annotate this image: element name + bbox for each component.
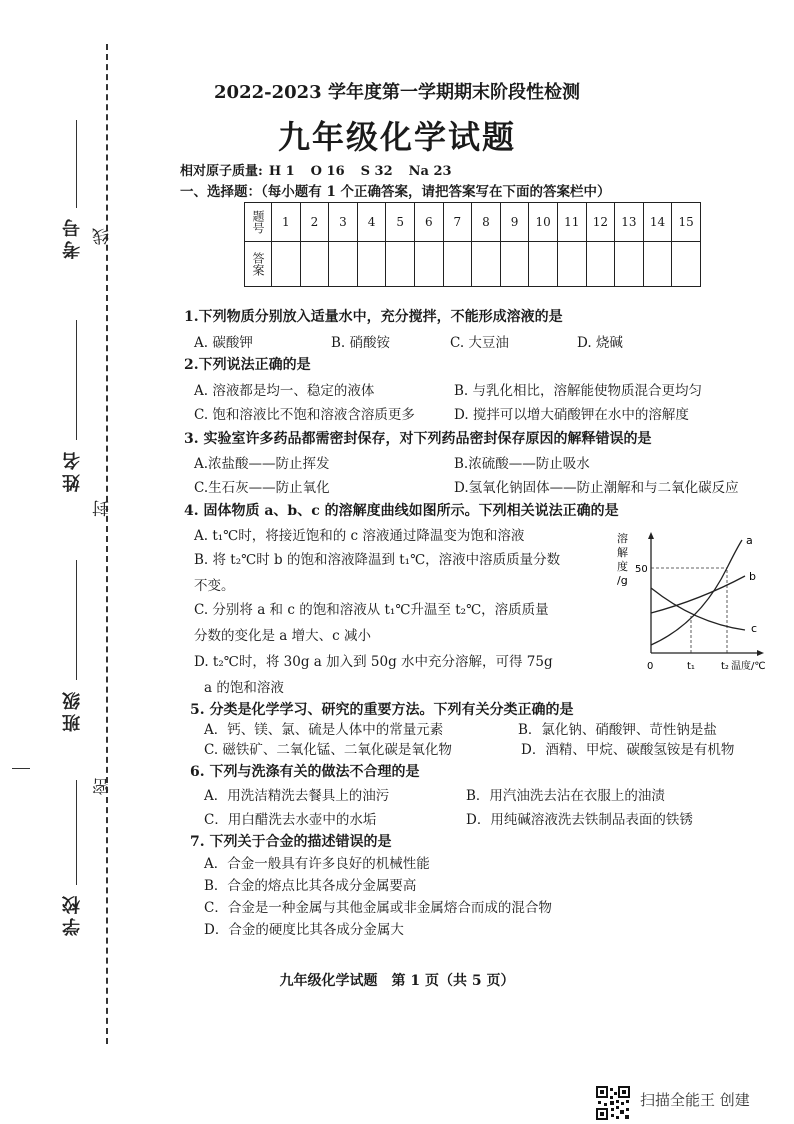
q4-option-d-line2: a 的饱和溶液: [204, 680, 284, 696]
answer-cell[interactable]: [643, 242, 672, 287]
chart-origin: 0: [647, 661, 654, 672]
q1-stem: 1.下列物质分别放入适量水中，充分搅拌，不能形成溶液的是: [184, 309, 563, 325]
question-number: 11: [557, 203, 586, 242]
exam-title: 九年级化学试题: [277, 118, 516, 156]
q7-option-d: D．合金的硬度比其各成分金属大: [204, 922, 404, 938]
question-number: 6: [414, 203, 443, 242]
mass-o: O 16: [310, 164, 345, 179]
exam-subtitle: 2022-2023 学年度第一学期期末阶段性检测: [214, 82, 580, 103]
answer-cell[interactable]: [586, 242, 615, 287]
q6-option-a: A．用洗洁精洗去餐具上的油污: [204, 788, 390, 804]
answer-cell[interactable]: [472, 242, 501, 287]
q1-option-a: A. 碳酸钾: [194, 335, 253, 351]
answer-cell[interactable]: [672, 242, 701, 287]
q1-option-d: D. 烧碱: [577, 335, 623, 351]
name-blank: [76, 320, 77, 440]
q7-option-a: A．合金一般具有许多良好的机械性能: [204, 856, 430, 872]
binding-line: [106, 44, 108, 1044]
q4-stem: 4. 固体物质 a、b、c 的溶解度曲线如图所示。下列相关说法正确的是: [184, 503, 619, 519]
curve-b-label: b: [749, 570, 756, 583]
chart-t1-label: t₁: [687, 661, 695, 672]
mass-na: Na 23: [408, 164, 452, 179]
q2-option-d: D. 搅拌可以增大硝酸钾在水中的溶解度: [454, 407, 689, 423]
secret-mark: 密: [93, 778, 113, 795]
q6-stem: 6. 下列与洗涤有关的做法不合理的是: [190, 764, 420, 780]
margin-tick: [12, 768, 30, 769]
chart-ylabel-3: 度: [617, 560, 628, 573]
answer-cell[interactable]: [386, 242, 415, 287]
scanner-brand: 扫描全能王 创建: [640, 1091, 750, 1109]
answer-cell[interactable]: [443, 242, 472, 287]
q2-option-a: A. 溶液都是均一、稳定的液体: [194, 383, 375, 399]
q4-option-c-line2: 分数的变化是 a 增大、c 减小: [194, 628, 371, 644]
answer-cell[interactable]: [615, 242, 644, 287]
section1-heading: 一、选择题：（每小题有 1 个正确答案，请把答案写在下面的答案栏中）: [180, 184, 611, 200]
q1-option-c: C. 大豆油: [450, 335, 509, 351]
q4-option-c-line1: C. 分别将 a 和 c 的饱和溶液从 t₁℃升温至 t₂℃，溶质质量: [194, 602, 549, 618]
answer-cell[interactable]: [557, 242, 586, 287]
q5-option-a: A．钙、镁、氯、硫是人体中的常量元素: [204, 722, 444, 738]
mass-s: S 32: [360, 164, 393, 179]
question-number: 10: [529, 203, 558, 242]
q3-option-c: C.生石灰——防止氧化: [194, 480, 330, 496]
q3-option-a: A.浓盐酸——防止挥发: [194, 456, 330, 472]
solubility-chart: [605, 528, 775, 678]
answer-cell[interactable]: [300, 242, 329, 287]
class-blank: [76, 560, 77, 680]
seal-mark: 封: [93, 500, 113, 517]
school-blank: [76, 780, 77, 885]
q6-option-b: B．用汽油洗去沾在衣服上的油渍: [466, 788, 665, 804]
q4-option-b-line1: B. 将 t₂℃时 b 的饱和溶液降温到 t₁℃，溶液中溶质质量分数: [194, 552, 561, 568]
question-number-header: 题号: [245, 203, 272, 242]
name-label: 姓名: [62, 448, 83, 492]
answer-cell[interactable]: [272, 242, 301, 287]
question-number: 1: [272, 203, 301, 242]
q4-option-a: A. t₁℃时，将接近饱和的 c 溶液通过降温变为饱和溶液: [194, 528, 525, 544]
q1-option-b: B. 硝酸铵: [331, 335, 391, 351]
question-number: 4: [357, 203, 386, 242]
q2-option-c: C. 饱和溶液比不饱和溶液含溶质更多: [194, 407, 415, 423]
question-number: 13: [615, 203, 644, 242]
q7-option-b: B．合金的熔点比其各成分金属要高: [204, 878, 417, 894]
curve-c-label: c: [751, 622, 758, 635]
q7-option-c: C．合金是一种金属与其他金属或非金属熔合而成的混合物: [204, 900, 552, 916]
q7-stem: 7. 下列关于合金的描述错误的是: [190, 834, 392, 850]
q2-stem: 2.下列说法正确的是: [184, 357, 311, 373]
chart-y-arrow: [648, 532, 654, 539]
answer-cell[interactable]: [357, 242, 386, 287]
curve-a: [651, 540, 742, 645]
question-number: 7: [443, 203, 472, 242]
atomic-masses: [180, 160, 468, 179]
q4-option-b-line2: 不变。: [194, 578, 235, 594]
answer-header: 答案: [245, 242, 272, 287]
chart-ylabel-2: 解: [617, 546, 628, 559]
class-label: 班级: [62, 688, 83, 732]
answer-cell[interactable]: [500, 242, 529, 287]
chart-y-tick-50: 50: [635, 564, 648, 575]
exam-no-label: 考号: [62, 215, 83, 259]
answer-cell[interactable]: [414, 242, 443, 287]
question-number: 9: [500, 203, 529, 242]
q6-option-d: D．用纯碱溶液洗去铁制品表面的铁锈: [466, 812, 693, 828]
q5-option-b: B．氯化钠、硝酸钾、苛性钠是盐: [518, 722, 717, 738]
page-footer: 九年级化学试题 第 1 页（共 5 页）: [279, 973, 515, 989]
qr-code-icon: [596, 1086, 630, 1120]
q3-option-d: D.氢氧化钠固体——防止潮解和与二氧化碳反应: [454, 480, 739, 496]
question-number: 3: [329, 203, 358, 242]
answer-table-number-row: [245, 203, 701, 242]
question-number: 2: [300, 203, 329, 242]
q4-option-d-line1: D. t₂℃时，将 30g a 加入到 50g 水中充分溶解，可得 75g: [194, 654, 553, 670]
question-number: 5: [386, 203, 415, 242]
question-number: 8: [472, 203, 501, 242]
line-mark: 线: [93, 228, 113, 245]
mass-h: H 1: [268, 164, 295, 179]
q5-stem: 5. 分类是化学学习、研究的重要方法。下列有关分类正确的是: [190, 702, 574, 718]
atomic-masses-label: 相对原子质量:: [180, 164, 263, 179]
answer-cell[interactable]: [529, 242, 558, 287]
curve-b: [651, 576, 745, 613]
question-number: 15: [672, 203, 701, 242]
q3-option-b: B.浓硫酸——防止吸水: [454, 456, 590, 472]
school-label: 学校: [62, 892, 83, 936]
chart-t2-label: t₂: [721, 661, 729, 672]
q6-option-c: C．用白醋洗去水壶中的水垢: [204, 812, 377, 828]
curve-a-label: a: [746, 534, 753, 547]
question-number: 12: [586, 203, 615, 242]
q5-option-d: D．酒精、甲烷、碳酸氢铵是有机物: [521, 742, 735, 758]
chart-ylabel-4: /g: [617, 574, 628, 587]
chart-xlabel: 温度/℃: [731, 661, 766, 672]
answer-table-answer-row: [245, 242, 701, 287]
chart-x-arrow: [757, 650, 764, 656]
question-number: 14: [643, 203, 672, 242]
q3-stem: 3. 实验室许多药品都需密封保存，对下列药品密封保存原因的解释错误的是: [184, 431, 652, 447]
q5-option-c: C. 磁铁矿、二氧化锰、二氧化碳是氧化物: [204, 742, 452, 758]
answer-cell[interactable]: [329, 242, 358, 287]
answer-table: [244, 202, 701, 287]
q2-option-b: B. 与乳化相比，溶解能使物质混合更均匀: [454, 383, 703, 399]
chart-ylabel-1: 溶: [617, 532, 628, 545]
